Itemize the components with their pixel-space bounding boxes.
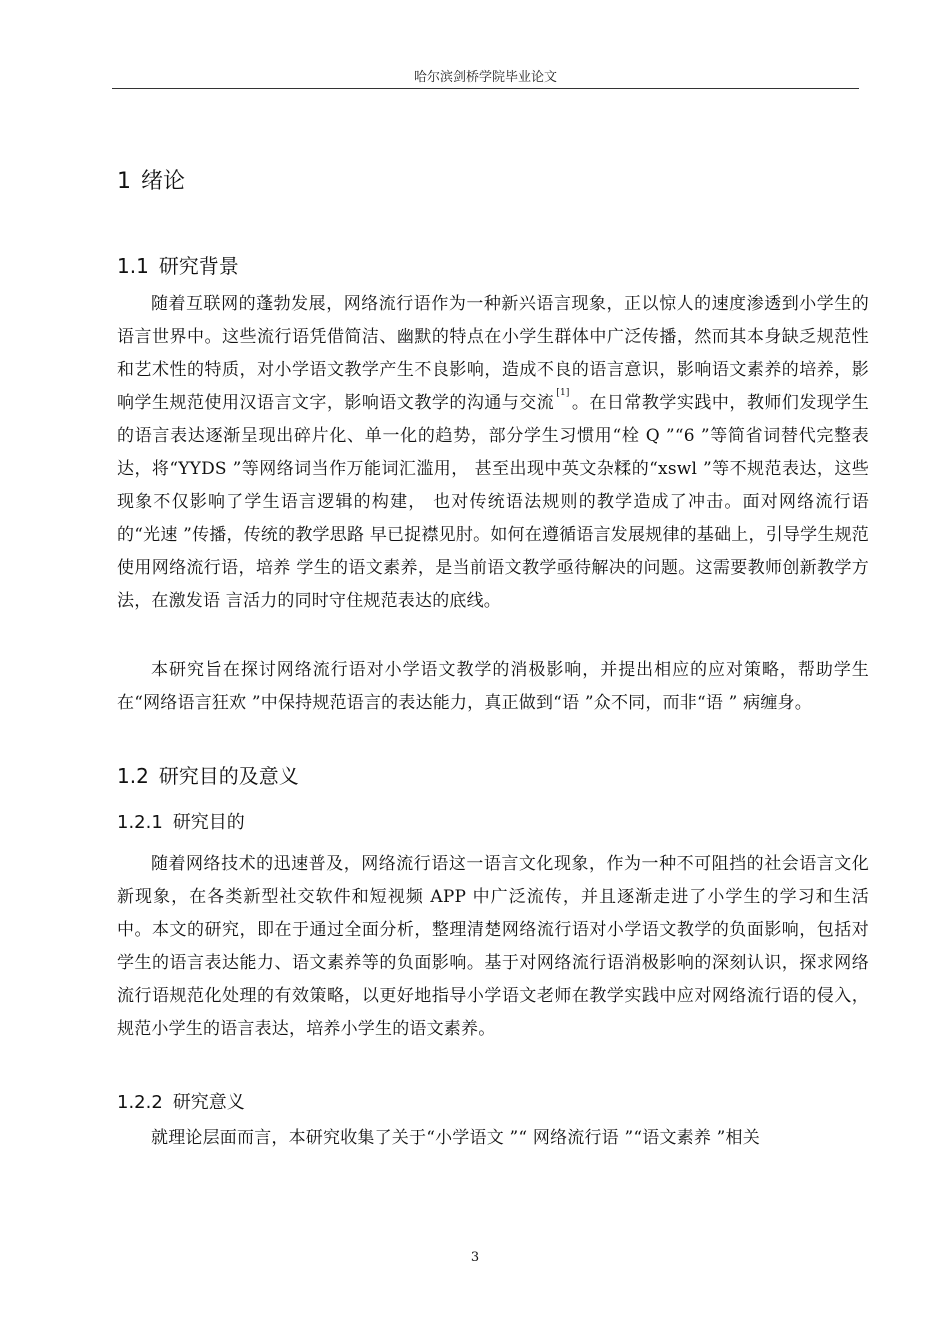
section-1-2-heading	[117, 760, 299, 789]
section-1-2-2-heading	[117, 1088, 245, 1114]
significance-paragraph: 就理论层面而言，本研究收集了关于“小学语文 ”“ 网络流行语 ”“语文素养 ”相关	[151, 1128, 760, 1148]
section-1-1-heading	[117, 250, 239, 279]
subsection-number: 1.2.1	[117, 812, 163, 833]
page-number: 3	[470, 1250, 480, 1265]
header-divider	[112, 88, 859, 89]
chapter-number: 1	[117, 169, 131, 194]
section-1-2-1-heading	[117, 808, 245, 834]
chapter-heading	[117, 164, 185, 195]
section-title: 研究背景	[158, 254, 239, 278]
paragraph-text-part-b: 。在日常教学实践中，教师们发现学生的语言表达逐渐呈现出碎片化、单一化的趋势，部分学生习惯用“栓 Q ”“6 ”等简省词替代完整表达，将“YYDS ”等网络词当作万能词汇滥用， 甚至出现中英文杂糅的“xswl ”等不规范表达，这些现象不仅影响了学生语言逻辑的构建， 也对传统语法规则的教学造成了冲击。面对网络流行语的“光速 ”传播，传统的教学思路 早已捉襟见肘。如何在遵循语言发展规律的基础上，引导学生规范使用网络流行语，培养 学生的语文素养，是当前语文教学亟待解决的问题。这需要教师创新教学方法，在激发语 言活力的同时守住规范表达的底线。	[117, 393, 869, 611]
running-header: 哈尔滨剑桥学院毕业论文	[413, 70, 557, 85]
section-title: 研究目的及意义	[158, 764, 299, 788]
paragraph-text-part-a: 随着互联网的蓬勃发展，网络流行语作为一种新兴语言现象，正以惊人的速度渗透到小学生的语言世界中。这些流行语凭借简洁、幽默的特点在小学生群体中广泛传播，然而其本身缺乏规范性和艺术性的特质，对小学语文教学产生不良影响，造成不良的语言意识，影响语文素养的培养，影响学生规范使用汉语言文字，影响语文教学的沟通与交流	[117, 294, 869, 413]
background-paragraph-2: 本研究旨在探讨网络流行语对小学语文教学的消极影响，并提出相应的应对策略，帮助学生在“网络语言狂欢 ”中保持规范语言的表达能力，真正做到“语 ”众不同，而非“语 ” 病缠身。	[117, 660, 869, 713]
subsection-number: 1.2.2	[117, 1092, 163, 1113]
chapter-title: 绪论	[141, 169, 186, 194]
background-paragraph-1	[117, 288, 869, 618]
section-number: 1.1	[117, 254, 149, 278]
subsection-title: 研究意义	[172, 1092, 245, 1113]
section-number: 1.2	[117, 764, 149, 788]
subsection-title: 研究目的	[172, 812, 245, 833]
citation-ref: [1]	[556, 388, 570, 398]
purpose-paragraph: 随着网络技术的迅速普及，网络流行语这一语言文化现象，作为一种不可阻挡的社会语言文化新现象，在各类新型社交软件和短视频 APP 中广泛流传，并且逐渐走进了小学生的学习和生活中。本文的研究，即在于通过全面分析，整理清楚网络流行语对小学语文教学的负面影响，包括对学生的语言表达能力、语文素养等的负面影响。基于对网络流行语消极影响的深刻认识，探求网络流行语规范化处理的有效策略，以更好地指导小学语文老师在教学实践中应对网络流行语的侵入，规范小学生的语言表达，培养小学生的语文素养。	[117, 854, 869, 1039]
